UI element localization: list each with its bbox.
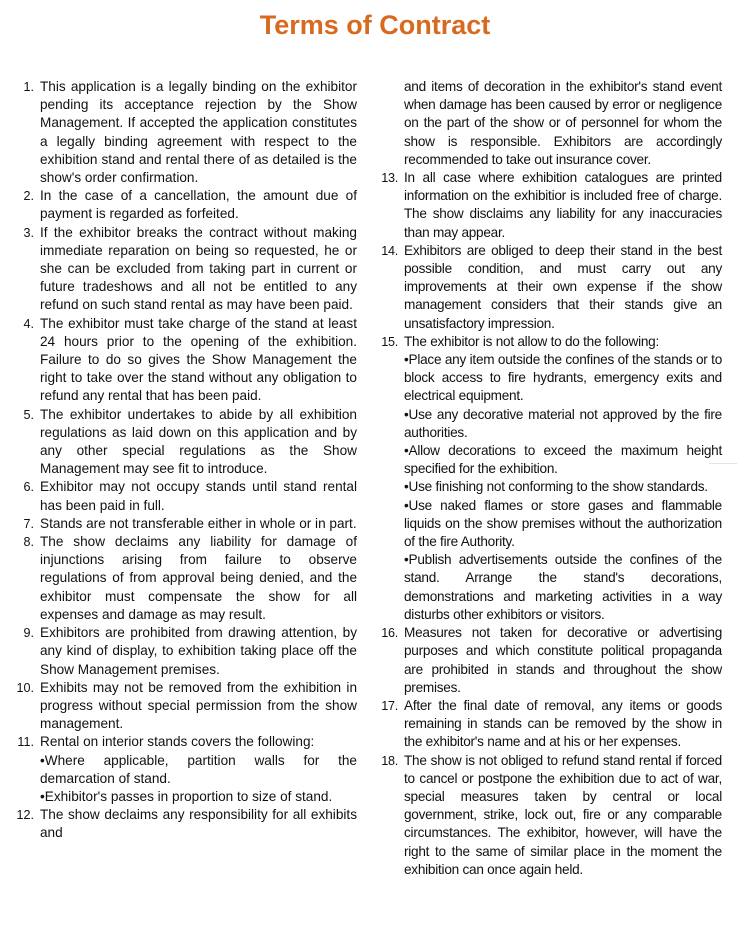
- term-body: [40, 78, 357, 187]
- term-text: The exhibitor must take charge of the stand at least 24 hours prior to the opening of the exhibition. Failure to do so gives the Show Management the right to take over the stand without any obligation to refund any rental that has been paid.: [40, 315, 357, 404]
- term-body: [404, 697, 722, 752]
- term-item: [14, 533, 357, 624]
- term-number: 4.: [23, 316, 34, 331]
- term-number: 8.: [23, 535, 34, 550]
- term-item: [14, 806, 357, 842]
- term-body: [404, 333, 722, 624]
- term-number: 2.: [23, 189, 34, 204]
- term-body: [40, 806, 357, 842]
- term-text: Exhibitor may not occupy stands until stand rental has been paid in full.: [40, 479, 357, 513]
- term-text: Rental on interior stands covers the following:: [40, 734, 315, 750]
- term-number: 5.: [23, 407, 34, 422]
- term-item: [14, 679, 357, 734]
- term-body: [40, 679, 357, 734]
- term-item: [14, 78, 357, 187]
- terms-column-right: [378, 78, 722, 879]
- term-body: [40, 733, 357, 806]
- term-item: [14, 624, 357, 679]
- term-text: If the exhibitor breaks the contract without making immediate reparation on being so requested, he or she can be excluded from taking part in current or future tradeshows and all not be entitled to any refund on such stand rental as may have been paid.: [40, 224, 357, 313]
- term-item: [378, 333, 722, 624]
- term-item: [378, 169, 722, 242]
- term-text: The exhibitor is not allow to do the following:: [404, 333, 659, 349]
- term-number: 16.: [381, 626, 398, 641]
- term-text: The show declaims any responsibility for all exhibits and: [40, 807, 357, 841]
- term-text: In the case of a cancellation, the amount due of payment is regarded as forfeited.: [40, 188, 357, 222]
- term-number: 9.: [23, 626, 34, 641]
- term-number: 12.: [16, 808, 34, 823]
- term-subitem: •Use any decorative material not approved by the fire authorities.: [404, 406, 722, 440]
- page-title: Terms of Contract: [259, 10, 491, 40]
- term-item: [14, 406, 357, 479]
- term-number: 3.: [23, 225, 34, 240]
- term-subitem: •Use naked flames or store gases and flammable liquids on the show premises without the authorization of the fire Authority.: [404, 497, 722, 550]
- term-item: [378, 242, 722, 333]
- term-subitem: •Publish advertisements outside the confines of the stand. Arrange the stand's decorations, demonstrations and marketing activities in a way disturbs other exhibitors or visitors.: [404, 552, 722, 622]
- term-body: [404, 624, 722, 697]
- term-item: [378, 624, 722, 697]
- term-body: [40, 533, 357, 624]
- term-item: [378, 752, 722, 879]
- term-12-continuation: and items of decoration in the exhibitor's stand event when damage has been caused by error or negligence on the part of the show or of personnel for whom the show is responsible. Exhibitors are accordingly recommended to take out insurance cover.: [404, 79, 722, 167]
- term-subitem: •Allow decorations to exceed the maximum height specified for the exhibition.: [404, 443, 722, 477]
- term-body: [40, 315, 357, 406]
- term-body: [40, 406, 357, 479]
- term-text: In all case where exhibition catalogues are printed information on the exhibitior is included free of charge. The show disclaims any liability for any inaccuracies than may appear.: [404, 170, 722, 240]
- term-item: [14, 733, 357, 806]
- term-body: [404, 242, 722, 333]
- term-subitem: •Where applicable, partition walls for the demarcation of stand.: [40, 752, 357, 786]
- term-subitem: •Use finishing not conforming to the show standards.: [404, 479, 708, 495]
- term-text: This application is a legally binding on the exhibitor pending its acceptance rejection by the Show Management. If accepted the application constitutes a legally binding agreement with respect to the exhibition stand and rental there of as detailed is the show's order confirmation.: [40, 79, 357, 186]
- term-item: [14, 224, 357, 315]
- term-text: Measures not taken for decorative or advertising purposes and which constitute political propaganda are prohibited in stands and throughout the show premises.: [404, 625, 722, 695]
- term-item: [14, 315, 357, 406]
- term-item: [14, 515, 357, 533]
- term-number: 17.: [381, 698, 398, 713]
- term-number: 11.: [17, 735, 34, 750]
- term-text: The show declaims any liability for damage of injunctions arising from failure to observe regulations of from approval being denied, and the exhibitor must compensate the show for all expenses and damage as may result.: [40, 534, 357, 622]
- term-text: Exhibitors are prohibited from drawing attention, by any kind of display, to exhibition taking place off the Show Management premises.: [40, 625, 357, 677]
- term-number: 13.: [381, 171, 398, 186]
- edge-mark: [709, 463, 737, 464]
- term-item: [378, 697, 722, 752]
- term-subitem: •Place any item outside the confines of the stands or to block access to fire hydrants, emergency exits and electrical equipment.: [404, 352, 722, 404]
- term-body: [404, 169, 722, 242]
- term-text: The show is not obliged to refund stand rental if forced to cancel or postpone the exhibition due to act of war, special measures taken by central or local government, strike, lock out, fire or any comparable circumstances. The exhibitor, however, will have the right to the same of similar place in the moment the exhibition can once again held.: [404, 752, 722, 877]
- term-body: [40, 515, 357, 533]
- term-number: 1.: [23, 80, 34, 94]
- term-number: 14.: [381, 243, 398, 258]
- term-text: Exhibitors are obliged to deep their stand in the best possible condition, and must carry out any improvements at their own expense if the show management considers that their stands give an unsatisfactory impression.: [404, 242, 722, 331]
- term-text: Exhibits may not be removed from the exhibition in progress without special permission from the show management.: [40, 679, 357, 732]
- term-item: [14, 478, 357, 514]
- term-body: [40, 478, 357, 514]
- terms-column-left: [14, 78, 357, 843]
- term-number: 7.: [23, 516, 34, 531]
- term-text: The exhibitor undertakes to abide by all exhibition regulations as laid down on this application and by any other special regulations as the Show Management may see fit to introduce.: [40, 406, 357, 477]
- term-body: [40, 624, 357, 679]
- term-number: 15.: [381, 334, 398, 349]
- term-text: Stands are not transferable either in whole or in part.: [40, 515, 357, 531]
- term-number: 6.: [23, 480, 34, 495]
- term-body: [404, 752, 722, 879]
- term-number: 10.: [16, 680, 34, 695]
- term-body: [40, 187, 357, 223]
- term-body: [40, 224, 357, 315]
- term-number: 18.: [381, 753, 398, 768]
- term-text: After the final date of removal, any items or goods remaining in stands can be removed by the show in the exhibitor's name and at his or her expenses.: [404, 697, 722, 750]
- term-subitem: •Exhibitor's passes in proportion to size of stand.: [40, 788, 333, 804]
- term-item: [14, 187, 357, 223]
